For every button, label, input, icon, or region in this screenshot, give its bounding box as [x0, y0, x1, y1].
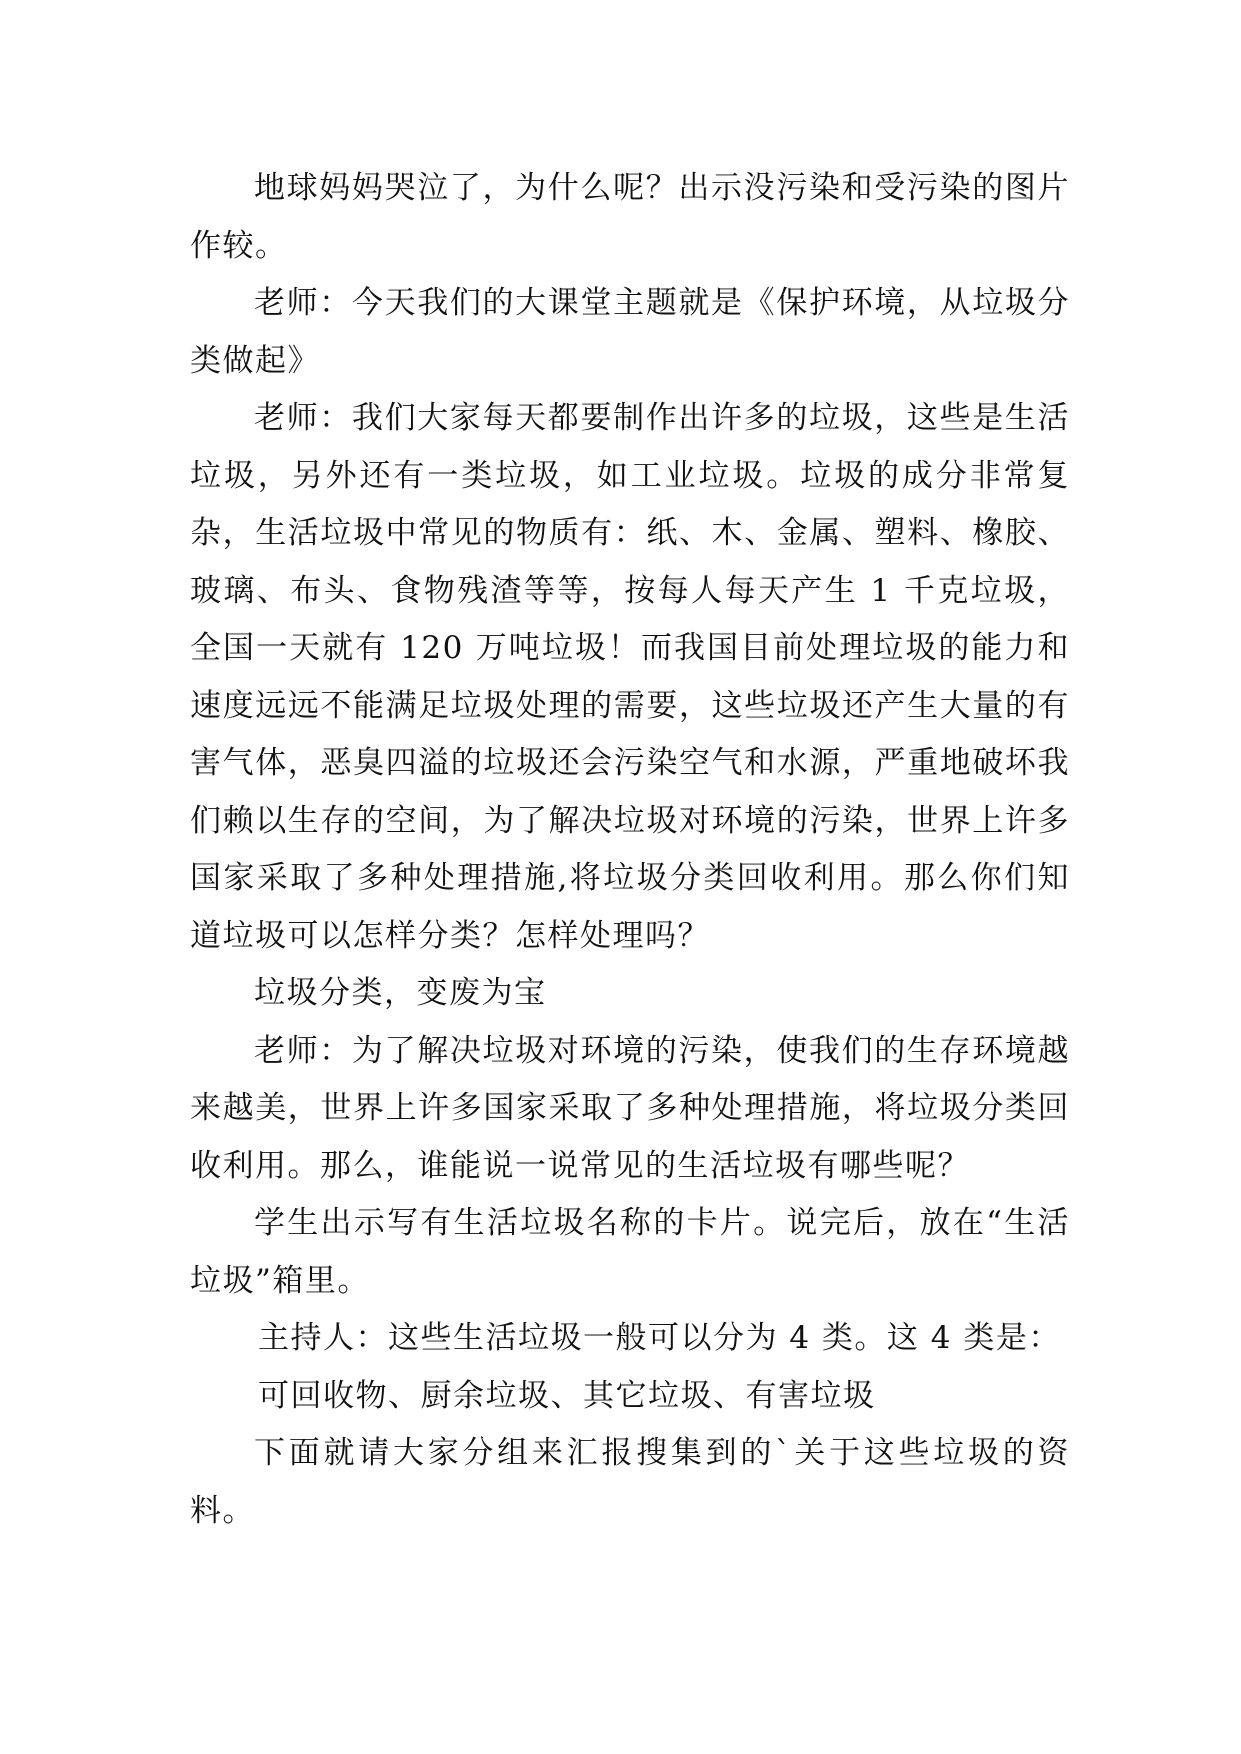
section-heading-sorting: 垃圾分类，变废为宝 [254, 975, 547, 1011]
paragraph-group-report: 下面就请大家分组来汇报搜集到的`关于这些垃圾的资料。 [190, 1435, 1070, 1529]
document-body [190, 160, 1070, 1540]
paragraph-earth-mother: 地球妈妈哭泣了，为什么呢？出示没污染和受污染的图片作较。 [190, 170, 1070, 264]
paragraph-common-garbage: 老师：为了解决垃圾对环境的污染，使我们的生存环境越来越美，世界上许多国家采取了多种处理措施，将垃圾分类回收利用。那么，谁能说一说常见的生活垃圾有哪些呢？ [190, 1032, 1070, 1184]
paragraph-student-cards: 学生出示写有生活垃圾名称的卡片。说完后，放在“生活垃圾”箱里。 [190, 1205, 1070, 1299]
paragraph-four-categories: 可回收物、厨余垃圾、其它垃圾、有害垃圾 [258, 1377, 876, 1414]
paragraph-lesson-theme: 老师：今天我们的大课堂主题就是《保护环境，从垃圾分类做起》 [190, 285, 1070, 379]
paragraph-host-four-types: 主持人：这些生活垃圾一般可以分为 4 类。这 4 类是： [258, 1320, 1061, 1356]
paragraph-garbage-overview: 老师：我们大家每天都要制作出许多的垃圾，这些是生活垃圾，另外还有一类垃圾，如工业垃圾。垃圾的成分非常复杂，生活垃圾中常见的物质有：纸、木、金属、塑料、橡胶、玻璃、布头、食物残渣等等，按每人每天产生 1 千克垃圾，全国一天就有 120 万吨垃圾！而我国目前处理垃圾的能力和速度远远不能满足垃圾处理的需要，这些垃圾还产生大量的有害气体，恶臭四溢的垃圾还会污染空气和水源，严重地破坏我们赖以生存的空间，为了解决垃圾对环境的污染，世界上许多国家采取了多种处理措施,将垃圾分类回收利用。那么你们知道垃圾可以怎样分类？怎样处理吗？ [190, 400, 1070, 954]
